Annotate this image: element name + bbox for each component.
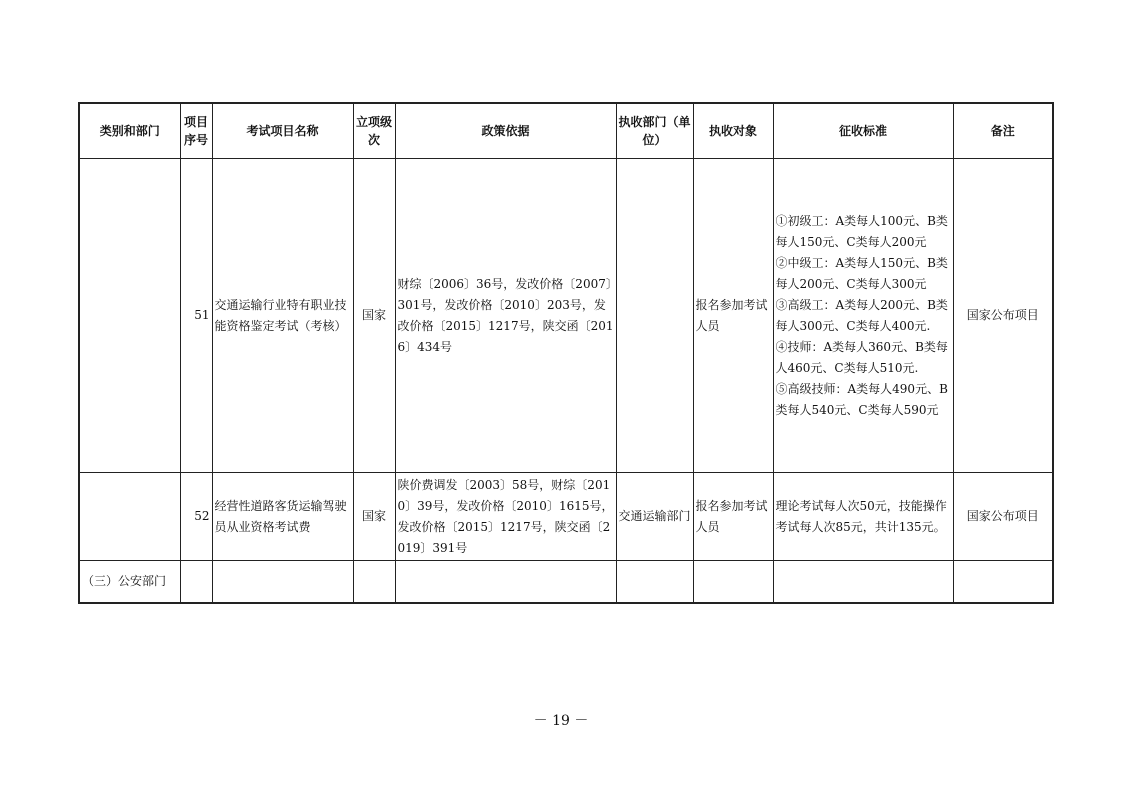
header-no: 项目序号 — [180, 103, 212, 159]
page-number: － 19 － — [533, 713, 589, 729]
cell-standard — [773, 159, 953, 473]
cell-note — [953, 561, 1053, 603]
cell-name: 经营性道路客货运输驾驶员从业资格考试费 — [212, 473, 353, 561]
fee-table — [78, 102, 1054, 604]
cell-note: 国家公布项目 — [953, 473, 1053, 561]
standard-line: 理论考试每人次50元，技能操作考试每人次85元，共计135元。 — [775, 498, 947, 534]
standard-line: ④技师：A类每人360元、B类每人460元、C类每人510元. — [775, 339, 948, 375]
cell-target: 报名参加考试人员 — [693, 159, 773, 473]
header-standard: 征收标准 — [773, 103, 953, 159]
cell-policy — [395, 561, 616, 603]
header-target: 执收对象 — [693, 103, 773, 159]
cell-category: （三）公安部门 — [79, 561, 180, 603]
table-row — [79, 159, 1053, 473]
header-category: 类别和部门 — [79, 103, 180, 159]
cell-standard — [773, 561, 953, 603]
header-row — [79, 103, 1053, 159]
cell-dept — [616, 561, 693, 603]
standard-line: ②中级工：A类每人150元、B类每人200元、C类每人300元 — [775, 255, 948, 291]
header-name: 考试项目名称 — [212, 103, 353, 159]
cell-policy: 财综〔2006〕36号，发改价格〔2007〕301号，发改价格〔2010〕203号，发改价格〔2015〕1217号，陕交函〔2016〕434号 — [395, 159, 616, 473]
header-level: 立项级次 — [353, 103, 395, 159]
cell-no: 52 — [180, 473, 212, 561]
standard-line: ⑤高级技师：A类每人490元、B类每人540元、C类每人590元 — [775, 381, 948, 417]
cell-dept — [616, 159, 693, 473]
cell-standard — [773, 473, 953, 561]
cell-dept: 交通运输部门 — [616, 473, 693, 561]
cell-name — [212, 561, 353, 603]
table-row — [79, 473, 1053, 561]
standard-line: ①初级工：A类每人100元、B类每人150元、C类每人200元 — [775, 213, 948, 249]
standard-line: ③高级工：A类每人200元、B类每人300元、C类每人400元. — [775, 297, 948, 333]
header-policy: 政策依据 — [395, 103, 616, 159]
cell-level — [353, 561, 395, 603]
cell-policy: 陕价费调发〔2003〕58号，财综〔2010〕39号，发改价格〔2010〕1615号，发改价格〔2015〕1217号，陕交函〔2019〕391号 — [395, 473, 616, 561]
table-row — [79, 561, 1053, 603]
cell-category — [79, 473, 180, 561]
cell-level: 国家 — [353, 159, 395, 473]
cell-no — [180, 561, 212, 603]
cell-category — [79, 159, 180, 473]
cell-no: 51 — [180, 159, 212, 473]
header-note: 备注 — [953, 103, 1053, 159]
cell-target — [693, 561, 773, 603]
cell-note: 国家公布项目 — [953, 159, 1053, 473]
cell-name: 交通运输行业特有职业技能资格鉴定考试（考核） — [212, 159, 353, 473]
cell-target: 报名参加考试人员 — [693, 473, 773, 561]
cell-level: 国家 — [353, 473, 395, 561]
header-dept: 执收部门（单位） — [616, 103, 693, 159]
